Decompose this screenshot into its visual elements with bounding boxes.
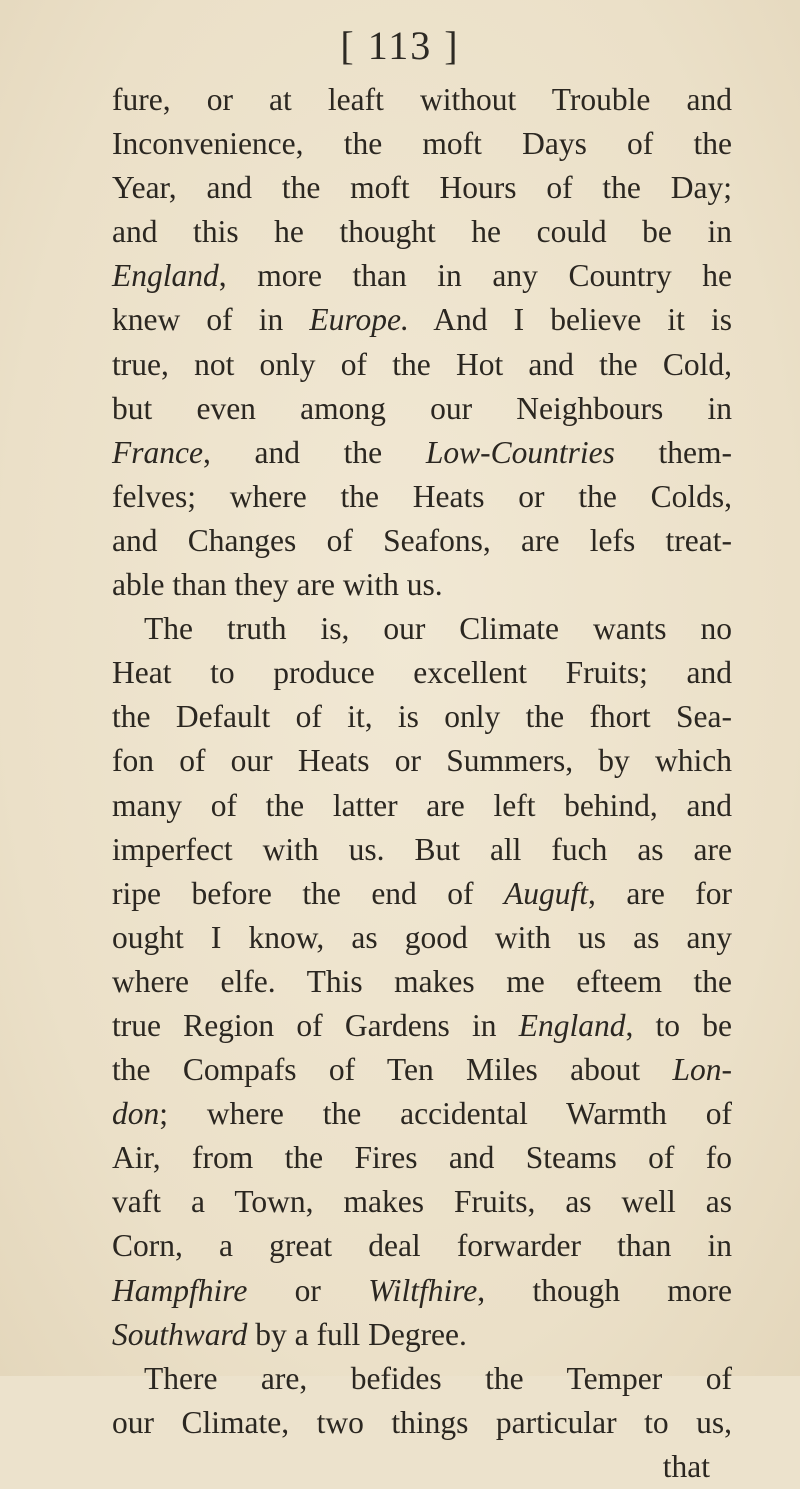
text-segment: our Climate, two things particular to us, <box>112 1404 732 1440</box>
text-segment: , to be <box>625 1007 732 1043</box>
text-segment: , though more <box>477 1272 732 1308</box>
text-line <box>112 210 732 254</box>
text-line <box>112 960 732 1004</box>
text-segment: imperfect with us. But all fuch as are <box>112 831 732 867</box>
italic-text-segment: England <box>112 258 219 294</box>
text-line <box>112 1401 732 1445</box>
text-segment: but even among our Neighbours in <box>112 390 732 426</box>
text-segment: , are for <box>588 875 733 911</box>
italic-text-segment: don <box>112 1096 160 1132</box>
text-segment: and this he thought he could be in <box>112 214 732 250</box>
italic-text-segment: France <box>112 434 203 470</box>
text-line <box>112 166 732 210</box>
text-line <box>112 607 732 651</box>
text-segment: or <box>247 1272 369 1308</box>
text-line <box>112 122 732 166</box>
text-line <box>112 828 732 872</box>
text-line <box>112 1004 732 1048</box>
text-segment: And I believe it is <box>408 302 732 338</box>
text-line <box>112 1092 732 1136</box>
text-segment: fure, or at leaft without Trouble and <box>112 82 732 117</box>
text-line <box>112 475 732 519</box>
text-segment: The truth is, our Climate wants no <box>144 611 732 647</box>
text-line <box>112 563 732 607</box>
text-line <box>112 78 732 122</box>
italic-text-segment: Wiltfhire <box>368 1272 478 1308</box>
text-segment: Heat to produce excellent Fruits; and <box>112 655 732 691</box>
italic-text-segment: Europe. <box>309 302 409 338</box>
text-segment: true, not only of the Hot and the Cold, <box>112 346 732 382</box>
page-number: [ 113 ] <box>340 23 460 68</box>
text-line <box>112 298 732 342</box>
italic-text-segment: Auguft <box>504 875 588 911</box>
text-segment: Inconvenience, the moft Days of the <box>112 126 732 162</box>
text-line <box>112 784 732 828</box>
text-line <box>112 916 732 960</box>
text-segment: able than they are with us. <box>112 567 443 603</box>
text-segment: felves; where the Heats or the Colds, <box>112 478 732 514</box>
text-line <box>112 1180 732 1224</box>
text-segment: where elfe. This makes me efteem the <box>112 963 732 999</box>
text-segment: , and the <box>202 434 426 470</box>
text-segment: the Default of it, is only the fhort Sea- <box>112 699 732 735</box>
text-line <box>112 1357 732 1401</box>
text-segment: ; where the accidental Warmth of <box>159 1096 732 1132</box>
italic-text-segment: England <box>518 1007 626 1043</box>
italic-text-segment: Low-Countries <box>425 434 615 470</box>
italic-text-segment: Southward <box>112 1316 248 1352</box>
text-segment: Corn, a great deal forwarder than in <box>112 1228 732 1264</box>
text-segment: fon of our Heats or Summers, by which <box>112 743 732 779</box>
text-segment: the Compafs of Ten Miles about <box>112 1052 673 1088</box>
text-line <box>112 872 732 916</box>
text-line <box>112 343 732 387</box>
text-segment: true Region of Gardens in <box>112 1007 519 1043</box>
text-line <box>112 695 732 739</box>
text-line <box>112 1136 732 1180</box>
text-line <box>112 254 732 298</box>
text-line <box>112 1224 732 1268</box>
text-segment: by a full Degree. <box>247 1316 467 1352</box>
catchword <box>112 1445 732 1489</box>
text-segment: and Changes of Seafons, are lefs treat- <box>112 522 732 558</box>
text-segment: Air, from the Fires and Steams of fo <box>112 1140 732 1176</box>
text-segment: vaft a Town, makes Fruits, as well as <box>112 1184 732 1220</box>
text-line <box>112 1313 732 1357</box>
text-segment: , more than in any Country he <box>218 258 732 294</box>
text-line <box>112 431 732 475</box>
text-line <box>112 739 732 783</box>
text-segment: There are, befides the Temper of <box>144 1360 732 1396</box>
text-segment: ripe before the end of <box>112 875 504 911</box>
text-line <box>112 387 732 431</box>
text-line <box>112 519 732 563</box>
text-line <box>112 1269 732 1313</box>
text-segment: knew of in <box>112 302 310 338</box>
body-text <box>112 78 732 1489</box>
text-segment: ought I know, as good with us as any <box>112 919 732 955</box>
text-segment: them- <box>614 434 732 470</box>
text-segment: that <box>662 1448 710 1484</box>
italic-text-segment: Lon- <box>672 1052 732 1088</box>
text-segment: many of the latter are left behind, and <box>112 787 732 823</box>
italic-text-segment: Hampfhire <box>112 1272 248 1308</box>
text-segment: Year, and the moft Hours of the Day; <box>112 170 732 206</box>
text-line <box>112 1048 732 1092</box>
text-line <box>112 651 732 695</box>
